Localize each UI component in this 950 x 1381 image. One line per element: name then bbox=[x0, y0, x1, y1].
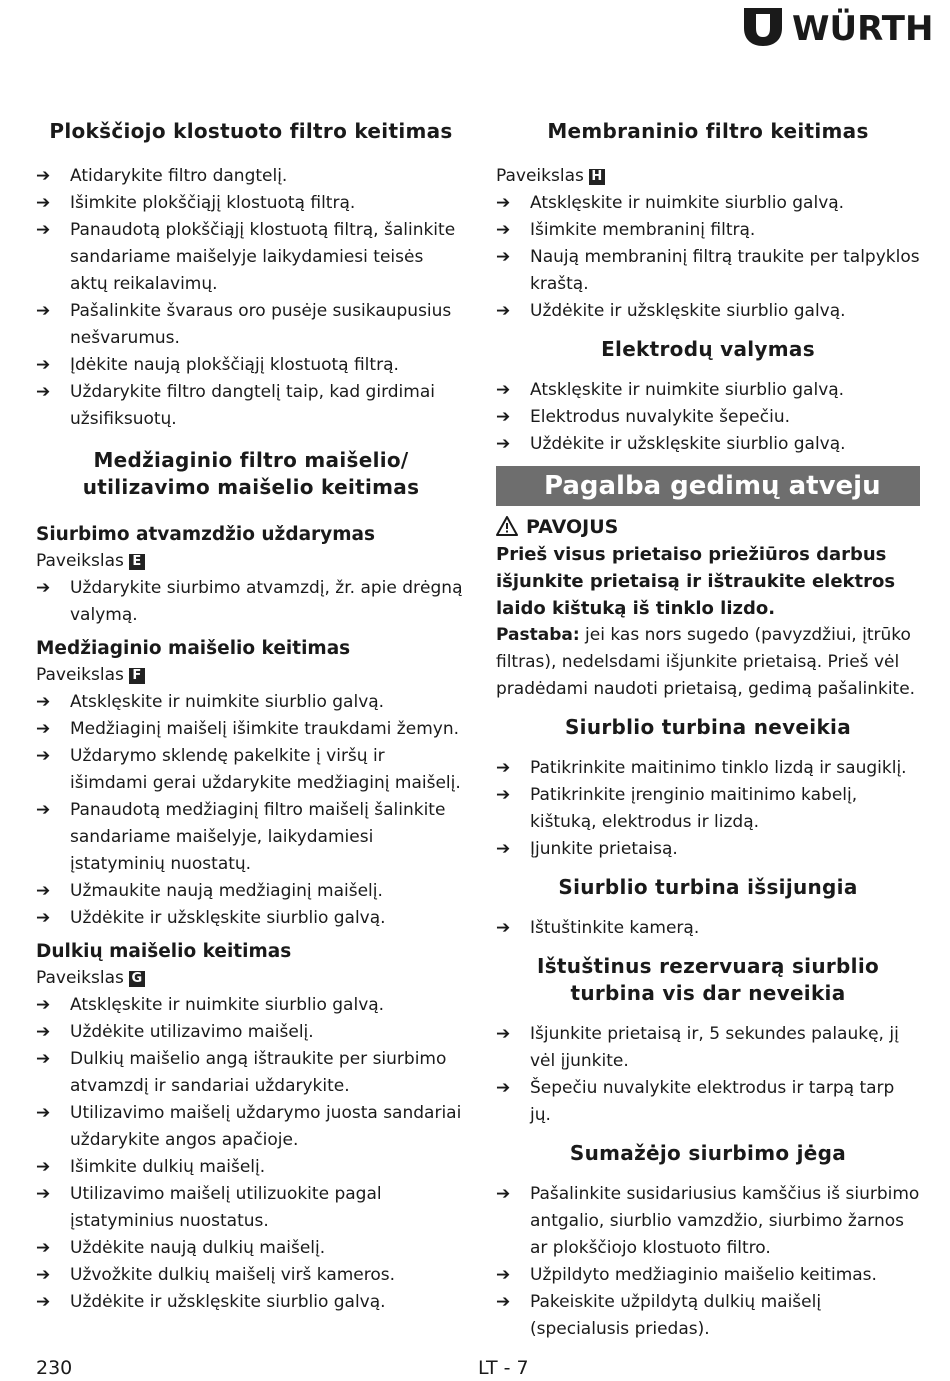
list-item: ➔ Pašalinkite susidariusius kamščius iš siurbimo antgalio, siurblio vamzdžio, siurbimo žarnos ar plokščiojo klostuoto filtro. bbox=[496, 1181, 920, 1262]
list-item: ➔ Atsklęskite ir nuimkite siurblio galvą. bbox=[496, 190, 920, 217]
arrow-right-icon: ➔ bbox=[496, 301, 511, 321]
figure-reference-g: Paveikslas G bbox=[36, 965, 466, 992]
figure-badge: F bbox=[129, 668, 145, 684]
arrow-right-icon: ➔ bbox=[496, 918, 511, 938]
list-suction-inlet bbox=[36, 575, 466, 629]
arrow-right-icon: ➔ bbox=[496, 758, 511, 778]
list-item: ➔ Elektrodus nuvalykite šepečiu. bbox=[496, 404, 920, 431]
list-item: ➔ Išjunkite prietaisą ir, 5 sekundes palaukę, jį vėl įjunkite. bbox=[496, 1021, 920, 1075]
wurth-logo bbox=[742, 4, 942, 48]
list-item: ➔ Užvožkite dulkių maišelį virš kameros. bbox=[36, 1262, 466, 1289]
heading-turbine-still-off-line2: turbina vis dar neveikia bbox=[570, 981, 846, 1005]
arrow-right-icon: ➔ bbox=[496, 193, 511, 213]
list-item: ➔ Patikrinkite maitinimo tinklo lizdą ir saugiklį. bbox=[496, 755, 920, 782]
list-item: ➔ Uždėkite utilizavimo maišelį. bbox=[36, 1019, 466, 1046]
arrow-right-icon: ➔ bbox=[36, 692, 51, 712]
list-turbine-switches-off bbox=[496, 915, 920, 942]
arrow-right-icon: ➔ bbox=[36, 1184, 51, 1204]
arrow-right-icon: ➔ bbox=[36, 578, 51, 598]
list-item: ➔ Uždarykite siurbimo atvamzdį, žr. apie drėgną valymą. bbox=[36, 575, 466, 629]
left-column bbox=[36, 118, 466, 1316]
arrow-right-icon: ➔ bbox=[36, 1238, 51, 1258]
arrow-right-icon: ➔ bbox=[36, 1049, 51, 1069]
list-item: ➔ Ištuštinkite kamerą. bbox=[496, 915, 920, 942]
heading-membrane-filter: Membraninio filtro keitimas bbox=[547, 119, 869, 143]
arrow-right-icon: ➔ bbox=[496, 1024, 511, 1044]
troubleshooting-banner: Pagalba gedimų atveju bbox=[496, 466, 920, 506]
list-item: ➔ Atsklęskite ir nuimkite siurblio galvą. bbox=[496, 377, 920, 404]
arrow-right-icon: ➔ bbox=[496, 1292, 511, 1312]
list-item: ➔ Išimkite plokščiąjį klostuotą filtrą. bbox=[36, 190, 466, 217]
heading-fabric-bag-change: Medžiaginio maišelio keitimas bbox=[36, 638, 351, 659]
list-turbine-still-off bbox=[496, 1021, 920, 1129]
figure-badge: G bbox=[129, 971, 145, 987]
arrow-right-icon: ➔ bbox=[496, 380, 511, 400]
danger-text: Prieš visus prietaiso priežiūros darbus išjunkite prietaisą ir ištraukite elektros laido kištuką iš tinklo lizdo. bbox=[496, 544, 896, 619]
page-number: 230 bbox=[36, 1357, 73, 1379]
arrow-right-icon: ➔ bbox=[36, 1292, 51, 1312]
list-item: ➔ Patikrinkite įrenginio maitinimo kabelį, kištuką, elektrodus ir lizdą. bbox=[496, 782, 920, 836]
list-item: ➔ Užpildyto medžiaginio maišelio keitimas. bbox=[496, 1262, 920, 1289]
list-item: ➔ Uždėkite naują dulkių maišelį. bbox=[36, 1235, 466, 1262]
arrow-right-icon: ➔ bbox=[496, 1265, 511, 1285]
list-membrane-filter bbox=[496, 190, 920, 325]
list-item: ➔ Išimkite dulkių maišelį. bbox=[36, 1154, 466, 1181]
list-electrode-cleaning bbox=[496, 377, 920, 458]
warning-triangle-icon bbox=[496, 516, 518, 536]
list-item: ➔ Medžiaginį maišelį išimkite traukdami žemyn. bbox=[36, 716, 466, 743]
list-turbine-not-working bbox=[496, 755, 920, 863]
heading-fabric-bag-line2: utilizavimo maišelio keitimas bbox=[82, 475, 420, 499]
danger-heading: PAVOJUS bbox=[496, 514, 920, 541]
heading-electrode-cleaning: Elektrodų valymas bbox=[601, 337, 815, 361]
arrow-right-icon: ➔ bbox=[36, 995, 51, 1015]
figure-badge: E bbox=[129, 554, 145, 570]
figure-badge: H bbox=[589, 169, 605, 185]
heading-flat-pleated-filter: Plokščiojo klostuoto filtro keitimas bbox=[49, 119, 453, 143]
list-item: ➔ Panaudotą medžiaginį filtro maišelį šalinkite sandariame maišelyje, laikydamiesi įstatyminių nuostatų. bbox=[36, 797, 466, 878]
heading-suction-inlet: Siurbimo atvamzdžio uždarymas bbox=[36, 524, 376, 545]
heading-turbine-switches-off: Siurblio turbina išsijungia bbox=[558, 875, 858, 899]
list-item: ➔ Įjunkite prietaisą. bbox=[496, 836, 920, 863]
arrow-right-icon: ➔ bbox=[36, 881, 51, 901]
list-item: ➔ Įdėkite naują plokščiąjį klostuotą filtrą. bbox=[36, 352, 466, 379]
arrow-right-icon: ➔ bbox=[36, 908, 51, 928]
arrow-right-icon: ➔ bbox=[36, 193, 51, 213]
list-item: ➔ Uždarykite filtro dangtelį taip, kad girdimai užsifiksuotų. bbox=[36, 379, 466, 433]
list-item: ➔ Išimkite membraninį filtrą. bbox=[496, 217, 920, 244]
note-paragraph bbox=[496, 622, 920, 703]
list-item: ➔ Dulkių maišelio angą ištraukite per siurbimo atvamzdį ir sandariai uždarykite. bbox=[36, 1046, 466, 1100]
arrow-right-icon: ➔ bbox=[36, 382, 51, 402]
heading-fabric-bag-line1: Medžiaginio filtro maišelio/ bbox=[93, 448, 409, 472]
list-item: ➔ Šepečiu nuvalykite elektrodus ir tarpą tarp jų. bbox=[496, 1075, 920, 1129]
arrow-right-icon: ➔ bbox=[36, 1157, 51, 1177]
list-item: ➔ Uždėkite ir užsklęskite siurblio galvą. bbox=[36, 1289, 466, 1316]
heading-turbine-still-off-line1: Ištuštinus rezervuarą siurblio bbox=[536, 954, 880, 978]
list-item: ➔ Pašalinkite švaraus oro pusėje susikaupusius nešvarumus. bbox=[36, 298, 466, 352]
arrow-right-icon: ➔ bbox=[496, 1184, 511, 1204]
heading-reduced-suction: Sumažėjo siurbimo jėga bbox=[569, 1141, 847, 1165]
figure-reference-f: Paveikslas F bbox=[36, 662, 466, 689]
arrow-right-icon: ➔ bbox=[36, 220, 51, 240]
heading-dust-bag-change: Dulkių maišelio keitimas bbox=[36, 941, 292, 962]
arrow-right-icon: ➔ bbox=[36, 166, 51, 186]
list-fabric-bag-change bbox=[36, 689, 466, 932]
arrow-right-icon: ➔ bbox=[496, 407, 511, 427]
note-label: Pastaba: bbox=[496, 625, 580, 645]
list-item: ➔ Uždėkite ir užsklęskite siurblio galvą. bbox=[36, 905, 466, 932]
arrow-right-icon: ➔ bbox=[36, 1022, 51, 1042]
arrow-right-icon: ➔ bbox=[36, 1103, 51, 1123]
list-item: ➔ Panaudotą plokščiąjį klostuotą filtrą, šalinkite sandariame maišelyje laikydamiesi teisės aktų reikalavimų. bbox=[36, 217, 466, 298]
list-item: ➔ Užmaukite naują medžiaginį maišelį. bbox=[36, 878, 466, 905]
arrow-right-icon: ➔ bbox=[496, 839, 511, 859]
list-item: ➔ Atsklęskite ir nuimkite siurblio galvą. bbox=[36, 992, 466, 1019]
arrow-right-icon: ➔ bbox=[36, 719, 51, 739]
arrow-right-icon: ➔ bbox=[36, 355, 51, 375]
list-flat-pleated-filter bbox=[36, 163, 466, 433]
brand-wordmark: WÜRTH bbox=[792, 9, 934, 48]
arrow-right-icon: ➔ bbox=[496, 434, 511, 454]
section-code: LT - 7 bbox=[478, 1357, 529, 1379]
arrow-right-icon: ➔ bbox=[496, 1078, 511, 1098]
note-text: jei kas nors sugedo (pavyzdžiui, įtrūko filtras), nedelsdami išjunkite prietaisą. Prieš vėl pradėdami naudoti prietaisą, gedimą pašalinkite. bbox=[496, 625, 916, 699]
list-item: ➔ Pakeiskite užpildytą dulkių maišelį (specialusis priedas). bbox=[496, 1289, 920, 1343]
arrow-right-icon: ➔ bbox=[496, 220, 511, 240]
arrow-right-icon: ➔ bbox=[36, 301, 51, 321]
list-item: ➔ Atidarykite filtro dangtelį. bbox=[36, 163, 466, 190]
figure-reference-h: Paveikslas H bbox=[496, 163, 920, 190]
list-reduced-suction bbox=[496, 1181, 920, 1343]
list-item: ➔ Utilizavimo maišelį utilizuokite pagal įstatyminius nuostatus. bbox=[36, 1181, 466, 1235]
list-item: ➔ Utilizavimo maišelį uždarymo juosta sandariai uždarykite angos apačioje. bbox=[36, 1100, 466, 1154]
list-item: ➔ Uždarymo sklendę pakelkite į viršų ir išimdami gerai uždarykite medžiaginį maišelį. bbox=[36, 743, 466, 797]
arrow-right-icon: ➔ bbox=[496, 785, 511, 805]
right-column bbox=[496, 118, 920, 1343]
arrow-right-icon: ➔ bbox=[36, 1265, 51, 1285]
arrow-right-icon: ➔ bbox=[36, 800, 51, 820]
arrow-right-icon: ➔ bbox=[496, 247, 511, 267]
heading-turbine-not-working: Siurblio turbina neveikia bbox=[564, 715, 852, 739]
list-dust-bag-change bbox=[36, 992, 466, 1316]
arrow-right-icon: ➔ bbox=[36, 746, 51, 766]
list-item: ➔ Naują membraninį filtrą traukite per talpyklos kraštą. bbox=[496, 244, 920, 298]
list-item: ➔ Atsklęskite ir nuimkite siurblio galvą. bbox=[36, 689, 466, 716]
list-item: ➔ Uždėkite ir užsklęskite siurblio galvą. bbox=[496, 298, 920, 325]
list-item: ➔ Uždėkite ir užsklęskite siurblio galvą. bbox=[496, 431, 920, 458]
figure-reference-e: Paveikslas E bbox=[36, 548, 466, 575]
